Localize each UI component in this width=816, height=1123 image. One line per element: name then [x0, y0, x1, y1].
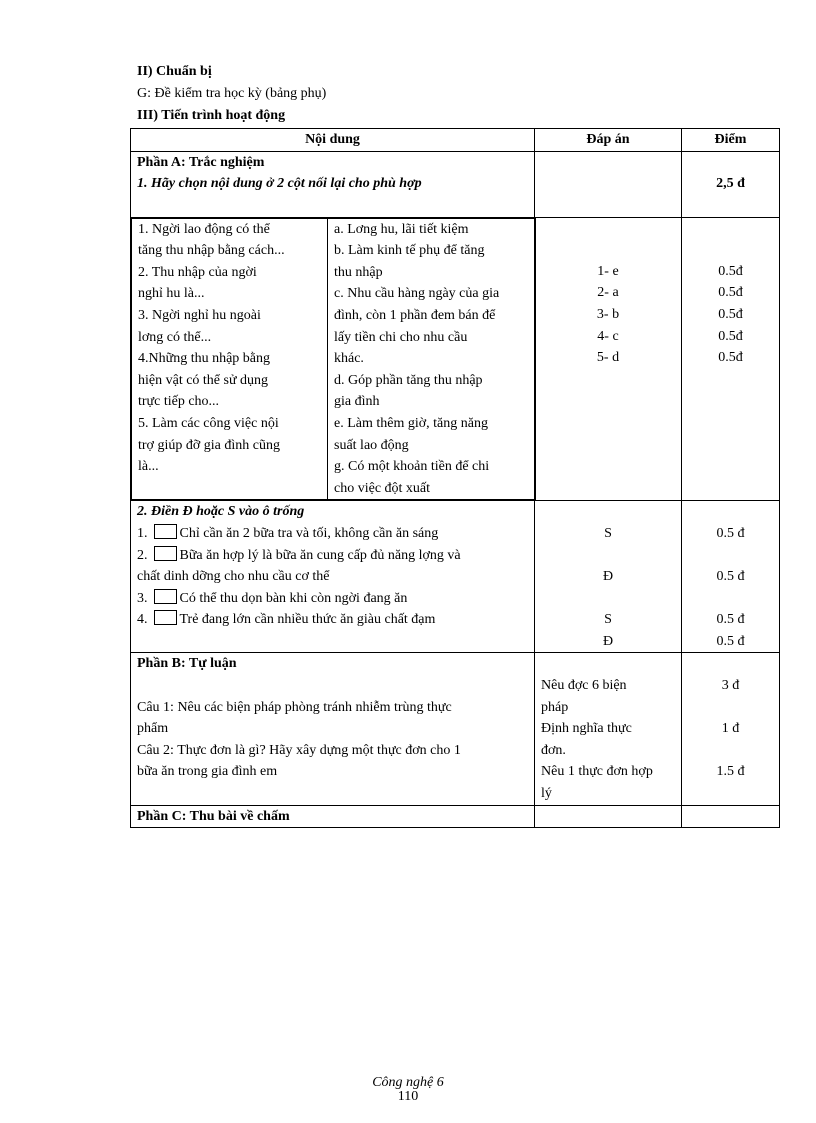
- left-line: 1. Ngời lao động có thể: [138, 221, 270, 237]
- part-b-cell: [131, 653, 535, 805]
- answer-box[interactable]: [154, 589, 177, 604]
- left-line: nghỉ hu là...: [138, 286, 205, 302]
- right-line: e. Làm thêm giờ, tăng năng: [334, 415, 488, 431]
- right-line: a. Lơng hu, lãi tiết kiệm: [334, 221, 469, 237]
- essay-question-line: Câu 2: Thực đơn là gì? Hãy xây dựng một thực đơn cho 1: [137, 742, 461, 758]
- tf-scores-cell: [682, 501, 780, 653]
- tf-score: 0.5 đ: [716, 525, 745, 541]
- tf-item: 4. Trẻ đang lớn cần nhiều thức ăn giàu chất đạm: [137, 612, 436, 628]
- right-line: c. Nhu cầu hàng ngày của gia: [334, 286, 500, 302]
- left-line: trực tiếp cho...: [138, 394, 220, 410]
- part-a-answer-empty: [535, 151, 682, 217]
- section-heading-preparation: II) Chuẩn bị: [137, 64, 212, 79]
- matching-answer: 4- c: [597, 328, 619, 344]
- tf-answer: Đ: [602, 569, 614, 585]
- answer-box[interactable]: [154, 610, 177, 625]
- part-b-answers-cell: [535, 653, 682, 805]
- tf-score: 0.5 đ: [716, 633, 745, 649]
- part-c-score-empty: [682, 805, 780, 828]
- tf-score: 0.5 đ: [716, 569, 745, 585]
- part-b-title: Phần B: Tự luận: [137, 656, 237, 672]
- part-a-title: Phần A: Trắc nghiệm: [137, 154, 265, 170]
- right-line: thu nhập: [334, 264, 383, 280]
- right-line: đình, còn 1 phần đem bán để: [334, 307, 496, 323]
- left-line: trợ giúp đỡ gia đình cũng: [138, 437, 280, 453]
- right-line: khác.: [334, 351, 364, 367]
- right-line: lấy tiền chi cho nhu cầu: [334, 329, 468, 345]
- matching-score: 0.5đ: [718, 306, 743, 322]
- tf-score: 0.5 đ: [716, 612, 745, 628]
- essay-score: 1 đ: [721, 721, 740, 737]
- tf-answers-cell: [535, 501, 682, 653]
- matching-answer: 1- e: [597, 263, 619, 279]
- matching-answer: 2- a: [597, 285, 619, 301]
- left-line: hiện vật có thể sử dụng: [138, 372, 269, 388]
- tf-item: 3. Có thể thu dọn bàn khi còn ngời đang ăn: [137, 590, 408, 606]
- true-false-cell: [131, 501, 535, 653]
- table-row: [131, 217, 780, 501]
- essay-question-line: phẩm: [137, 721, 169, 737]
- left-line: lơng có thể...: [138, 329, 212, 345]
- left-line: 2. Thu nhập của ngời: [138, 264, 257, 280]
- matching-score: 0.5đ: [718, 328, 743, 344]
- table-row: [131, 653, 780, 805]
- matching-columns: [131, 218, 536, 501]
- essay-question-line: Câu 1: Nêu các biện pháp phòng tránh nhiễm trùng thực: [137, 699, 452, 715]
- right-line: d. Góp phần tăng thu nhập: [334, 372, 483, 388]
- part-c-title: Phần C: Thu bài về chấm: [131, 805, 535, 828]
- question-1-prompt: 1. Hãy chọn nội dung ở 2 cột nối lại cho phù hợp: [137, 176, 422, 192]
- essay-answer-line: pháp: [541, 699, 569, 715]
- tf-item: 1. Chỉ cần ăn 2 bữa tra và tối, không cần ăn sáng: [137, 525, 439, 541]
- tf-item: 2. Bữa ăn hợp lý là bữa ăn cung cấp đủ năng lợng và: [137, 547, 461, 563]
- tf-item-continuation: chất dinh dỡng cho nhu cầu cơ thể: [137, 569, 330, 585]
- tf-answer: S: [604, 612, 612, 628]
- answer-box[interactable]: [154, 546, 177, 561]
- section-heading-process: III) Tiến trình hoạt động: [137, 108, 286, 123]
- matching-scores-cell: [682, 217, 780, 501]
- activity-table: [130, 128, 780, 828]
- left-line: 4.Những thu nhập bằng: [138, 351, 271, 367]
- right-line: b. Làm kinh tế phụ để tăng: [334, 243, 485, 259]
- preparation-line: G: Đề kiểm tra học kỳ (bảng phụ): [137, 86, 327, 101]
- matching-score: 0.5đ: [718, 285, 743, 301]
- header-score: Điểm: [682, 129, 780, 152]
- answer-box[interactable]: [154, 524, 177, 539]
- tf-answer: Đ: [602, 633, 614, 649]
- tf-answer: S: [604, 525, 612, 541]
- essay-answer-line: Nêu đợc 6 biện: [541, 678, 627, 694]
- essay-answer-line: Nêu 1 thực đơn hợp: [541, 764, 653, 780]
- left-line: là...: [138, 459, 159, 475]
- matching-answers-cell: [535, 217, 682, 501]
- left-line: 3. Ngời nghỉ hu ngoài: [138, 307, 261, 323]
- right-line: cho việc đột xuất: [334, 480, 431, 496]
- matching-answer: 3- b: [596, 306, 620, 322]
- question-1-score: 2,5 đ: [716, 176, 745, 192]
- question-2-prompt: 2. Điền Đ hoặc S vào ô trống: [137, 504, 305, 520]
- table-row: [131, 805, 780, 828]
- essay-score: 3 đ: [721, 678, 740, 694]
- part-c-answer-empty: [535, 805, 682, 828]
- essay-question-line: bữa ăn trong gia đình em: [137, 764, 278, 780]
- essay-answer-line: lý: [541, 786, 552, 802]
- matching-score: 0.5đ: [718, 263, 743, 279]
- right-line: g. Có một khoản tiền để chi: [334, 459, 490, 475]
- matching-answer: 5- d: [596, 350, 620, 366]
- matching-score: 0.5đ: [718, 350, 743, 366]
- right-line: suất lao động: [334, 437, 409, 453]
- part-a-title-cell: [131, 151, 535, 217]
- table-row: [131, 501, 780, 653]
- part-b-scores-cell: [682, 653, 780, 805]
- essay-answer-line: Định nghĩa thực: [541, 721, 632, 737]
- left-line: 5. Làm các công việc nội: [138, 415, 279, 431]
- matching-left-column: [132, 218, 328, 500]
- left-line: tăng thu nhập bằng cách...: [138, 243, 285, 259]
- header-answer: Đáp án: [535, 129, 682, 152]
- table-row: [131, 151, 780, 217]
- right-line: gia đình: [334, 394, 380, 410]
- header-content: Nội dung: [131, 129, 535, 152]
- table-header-row: [131, 129, 780, 152]
- page-number: 110: [397, 1089, 419, 1104]
- matching-cell: [131, 217, 535, 501]
- essay-answer-line: đơn.: [541, 742, 566, 758]
- essay-score: 1.5 đ: [716, 764, 745, 780]
- matching-right-column: [328, 218, 536, 500]
- footer-subject: Công nghệ 6: [372, 1075, 444, 1090]
- question-1-score-cell: [682, 151, 780, 217]
